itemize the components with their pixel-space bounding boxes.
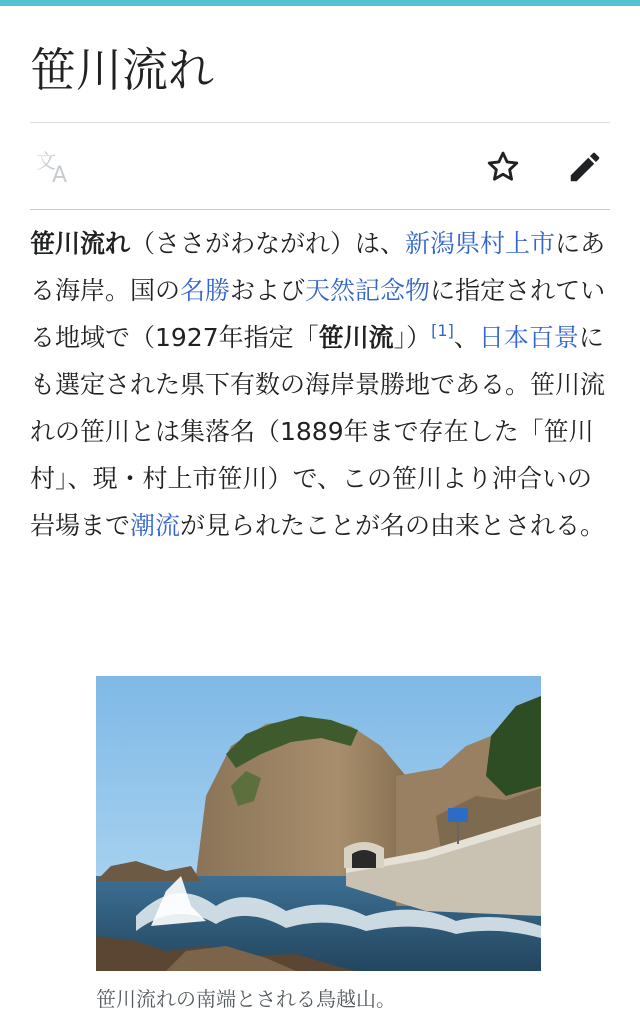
article-image[interactable] — [96, 676, 541, 971]
link-tide-current[interactable]: 潮流 — [130, 511, 181, 540]
page-title: 笹川流れ — [30, 43, 214, 97]
article-paragraph — [30, 220, 615, 549]
title-divider — [30, 122, 610, 123]
article-text: 、 — [453, 323, 479, 352]
article-text: 」） — [393, 323, 432, 352]
svg-text:A: A — [52, 163, 68, 186]
article-text: および — [230, 276, 306, 305]
article-text: （ささがわながれ）は、 — [130, 229, 406, 258]
link-murakami[interactable]: 村上市 — [480, 229, 556, 258]
translate-icon[interactable] — [34, 148, 78, 186]
link-niigata[interactable]: 新潟県 — [405, 229, 481, 258]
article-term: 笹川流れ — [30, 229, 131, 258]
link-meisho[interactable]: 名勝 — [180, 276, 231, 305]
top-accent-bar — [0, 0, 640, 6]
article-text: にある海岸。国の — [30, 229, 606, 305]
image-caption: 笹川流れの南端とされる鳥越山。 — [96, 987, 396, 1011]
article-text: に指定されている地域で（1927年指定「 — [30, 276, 606, 352]
link-natural-monument[interactable]: 天然記念物 — [305, 276, 431, 305]
star-icon[interactable] — [480, 144, 526, 190]
link-nihon-hyakkei[interactable]: 日本百景 — [478, 323, 579, 352]
toolbar-divider — [30, 209, 610, 210]
article-term-alt: 笹川流 — [318, 323, 394, 352]
article-text: が見られたことが名の由来とされる。 — [180, 511, 606, 540]
article-text: にも選定された県下有数の海岸景勝地である。笹川流れの笹川とは集落名（1889年まで存在した「笹川村」、現・村上市笹川）で、この笹川より沖合いの岩場まで — [30, 323, 606, 540]
reference-link[interactable]: [1] — [431, 321, 454, 340]
svg-text:文: 文 — [36, 149, 56, 173]
coastal-photo — [96, 676, 541, 971]
pencil-icon[interactable] — [562, 144, 608, 190]
